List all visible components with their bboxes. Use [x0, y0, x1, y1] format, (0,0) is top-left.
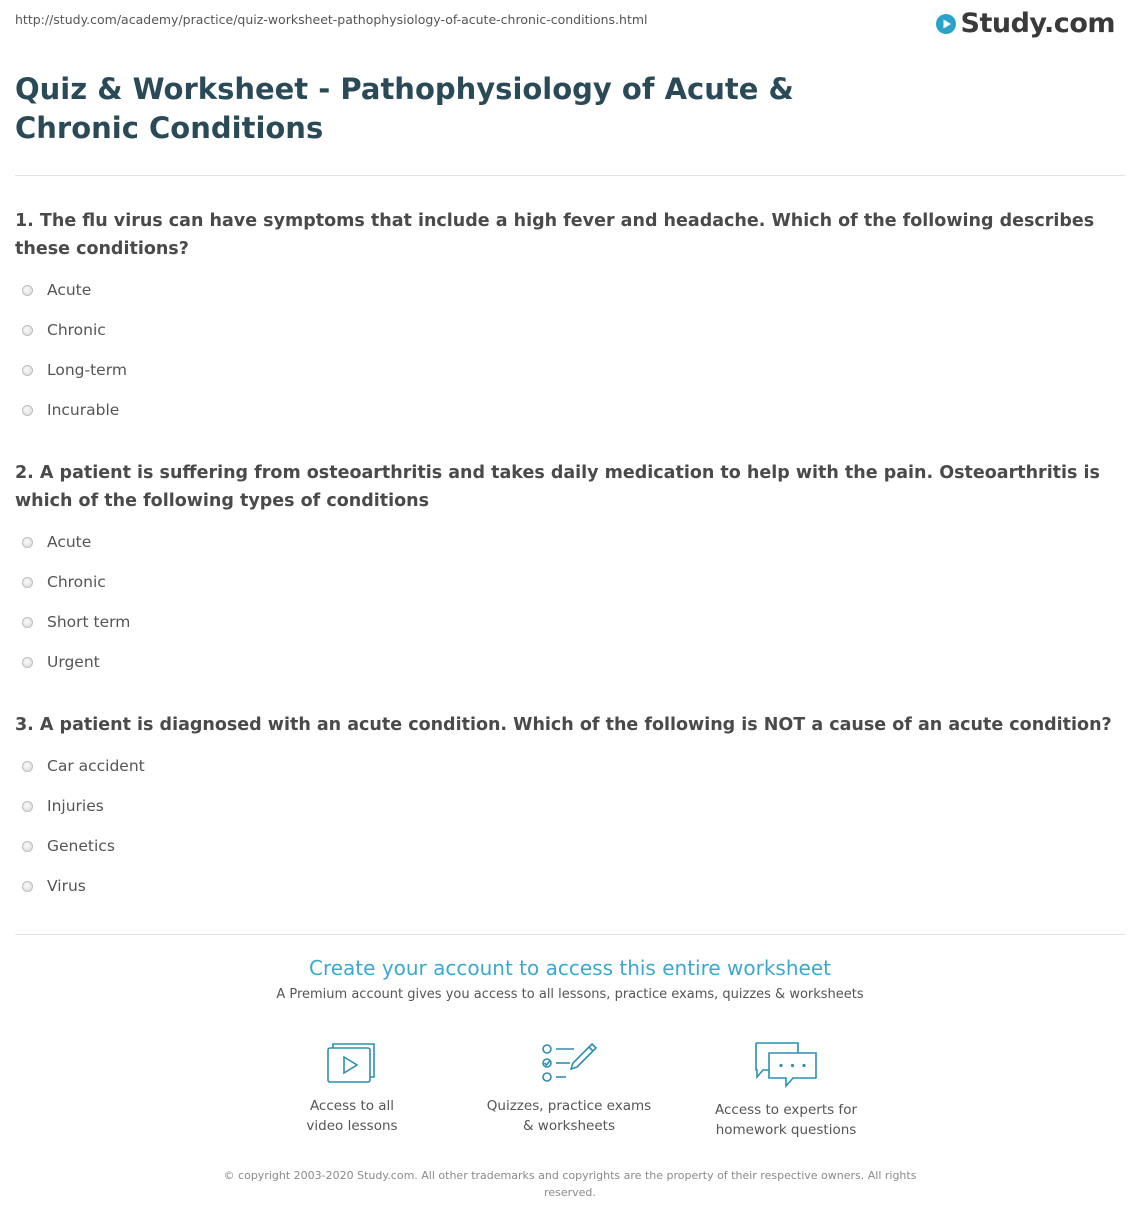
radio-button[interactable]	[22, 577, 33, 588]
option-label: Acute	[47, 281, 92, 299]
radio-button[interactable]	[22, 537, 33, 548]
feature-label-line1: Access to all	[309, 1098, 395, 1114]
question-2-option-3[interactable]	[22, 612, 130, 632]
option-label: Genetics	[47, 837, 115, 855]
question-1-option-2[interactable]	[22, 320, 106, 340]
radio-button[interactable]	[22, 657, 33, 668]
option-label: Long-term	[47, 361, 127, 379]
question-1-option-1[interactable]	[22, 280, 91, 300]
option-label: Chronic	[47, 321, 106, 339]
divider	[15, 934, 1125, 935]
radio-button[interactable]	[22, 841, 33, 852]
question-1-option-4[interactable]	[22, 400, 119, 420]
feature-experts	[686, 1040, 886, 1140]
option-label: Short term	[47, 613, 131, 631]
question-3-option-1[interactable]	[22, 756, 145, 776]
page-title: Quiz & Worksheet - Pathophysiology of Acute & Chronic Conditions	[15, 72, 794, 145]
video-lessons-icon	[325, 1040, 379, 1086]
question-3: 3. A patient is diagnosed with an acute condition. Which of the following is NOT a cause of an acute condition?	[15, 715, 1112, 735]
copyright-footer	[0, 1167, 1140, 1201]
option-label: Urgent	[47, 653, 100, 671]
option-label: Virus	[47, 877, 86, 895]
question-2: 2. A patient is suffering from osteoarthritis and takes daily medication to help with the pain. Osteoarthritis is which of the following types of conditions	[15, 463, 1100, 511]
radio-button[interactable]	[22, 325, 33, 336]
question-2-option-2[interactable]	[22, 572, 106, 592]
logo-text: Study.com	[960, 8, 1115, 39]
radio-button[interactable]	[22, 801, 33, 812]
radio-button[interactable]	[22, 285, 33, 296]
feature-label-line2: video lessons	[306, 1118, 398, 1134]
option-label: Chronic	[47, 573, 106, 591]
question-2-option-4[interactable]	[22, 652, 100, 672]
copyright-text: © copyright 2003-2020 Study.com. All other trademarks and copyrights are the property of their respective owners. All rights reserved.	[223, 1169, 917, 1199]
chat-bubbles-icon	[753, 1040, 819, 1090]
create-account-link[interactable]: Create your account to access this entire worksheet	[309, 956, 831, 980]
option-label: Acute	[47, 533, 92, 551]
study-logo[interactable]	[935, 8, 1115, 39]
feature-quizzes	[469, 1040, 669, 1136]
option-label: Car accident	[47, 757, 145, 775]
divider	[15, 175, 1125, 176]
feature-label-line2: homework questions	[715, 1122, 857, 1138]
checklist-icon	[540, 1040, 598, 1086]
radio-button[interactable]	[22, 405, 33, 416]
radio-button[interactable]	[22, 881, 33, 892]
feature-label-line1: Quizzes, practice exams	[486, 1098, 652, 1114]
radio-button[interactable]	[22, 365, 33, 376]
question-2-option-1[interactable]	[22, 532, 91, 552]
question-3-option-3[interactable]	[22, 836, 115, 856]
radio-button[interactable]	[22, 761, 33, 772]
feature-video-lessons	[252, 1040, 452, 1136]
feature-label-line1: Access to experts for	[714, 1102, 857, 1118]
play-circle-icon	[935, 13, 957, 35]
question-1: 1. The flu virus can have symptoms that include a high fever and headache. Which of the following describes these conditions?	[15, 211, 1095, 259]
question-3-option-2[interactable]	[22, 796, 104, 816]
premium-description: A Premium account gives you access to all lessons, practice exams, quizzes & worksheets	[276, 987, 864, 1002]
question-3-option-4[interactable]	[22, 876, 86, 896]
option-label: Injuries	[47, 797, 104, 815]
radio-button[interactable]	[22, 617, 33, 628]
question-1-option-3[interactable]	[22, 360, 127, 380]
feature-label-line2: & worksheets	[522, 1118, 615, 1134]
page-url: http://study.com/academy/practice/quiz-worksheet-pathophysiology-of-acute-chronic-conditions.html	[15, 12, 648, 27]
option-label: Incurable	[47, 401, 120, 419]
